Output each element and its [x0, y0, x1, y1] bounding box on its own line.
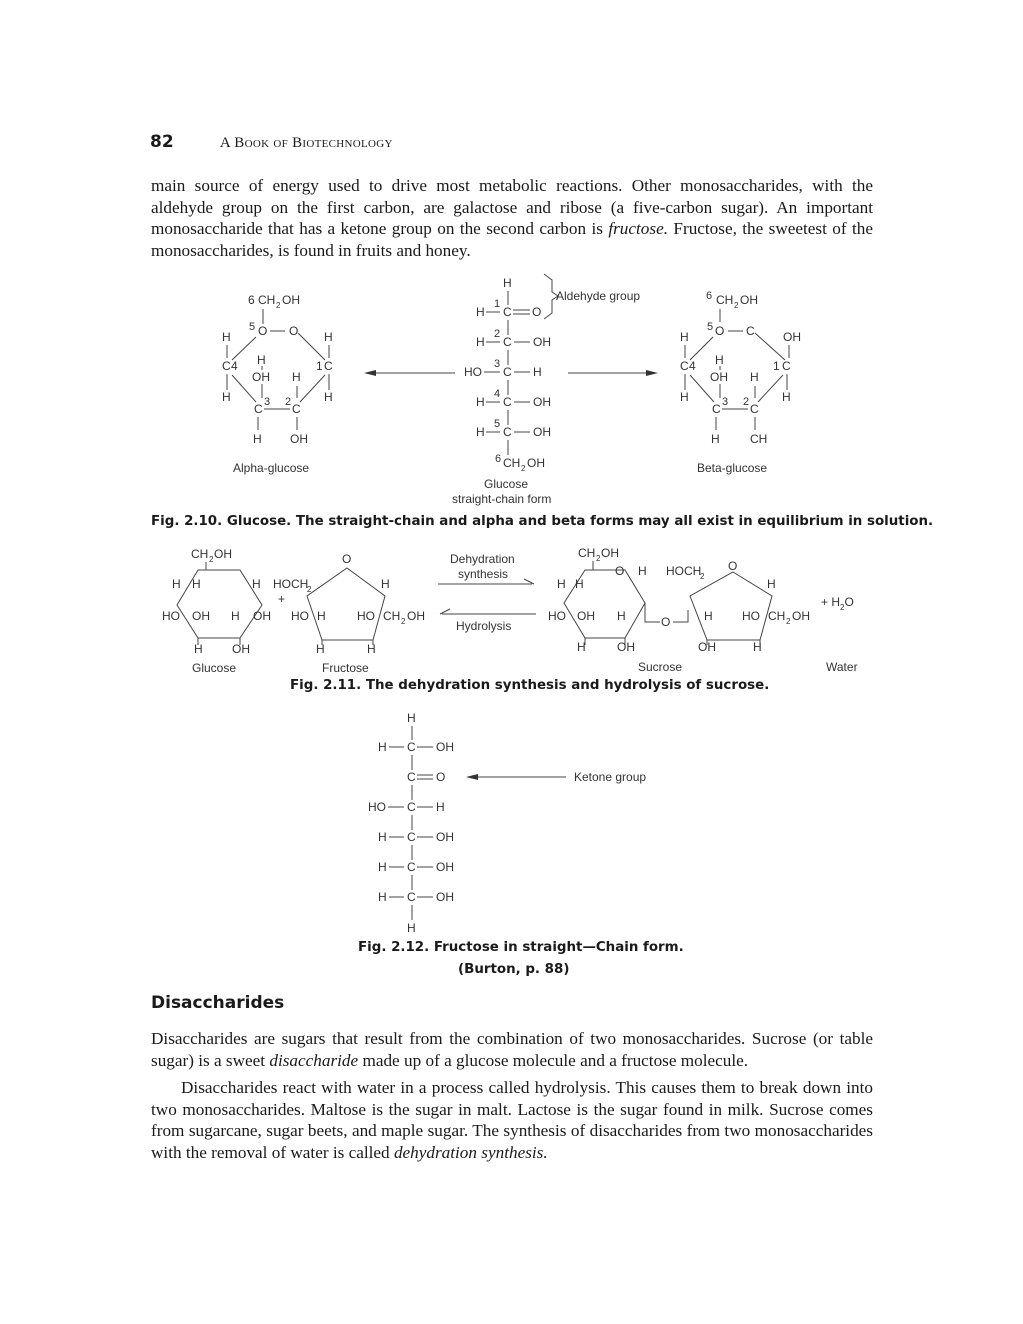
svg-text:2: 2: [521, 464, 526, 473]
fig-2-10-caption: Fig. 2.10. Glucose. The straight-chain and alpha and beta forms may all exist in equilibrium in solution.: [151, 514, 934, 529]
synthesis-label: synthesis: [458, 567, 509, 581]
svg-text:CH: CH: [716, 293, 734, 307]
svg-text:C: C: [503, 395, 512, 409]
fructose-label: Fructose: [322, 661, 369, 675]
svg-text:1: 1: [494, 298, 501, 310]
svg-text:H: H: [324, 330, 333, 344]
water-label: Water: [826, 660, 858, 674]
svg-text:H: H: [476, 335, 485, 349]
svg-text:CH: CH: [503, 456, 521, 470]
water-product: [821, 595, 858, 674]
intro-paragraph: [151, 175, 873, 261]
svg-text:O: O: [715, 324, 725, 338]
svg-text:C: C: [746, 324, 755, 338]
svg-text:H: H: [194, 642, 203, 656]
svg-text:HO: HO: [548, 609, 566, 623]
svg-text:2: 2: [596, 554, 601, 563]
fructose-straight-chain: [368, 711, 646, 935]
svg-text:C: C: [324, 359, 333, 373]
beta-glucose-structure: [680, 290, 801, 475]
glucose-label: Glucose: [484, 477, 529, 491]
svg-text:O: O: [615, 564, 625, 578]
dehydration-label: Dehydration: [450, 552, 515, 566]
svg-text:OH: OH: [577, 609, 595, 623]
svg-text:CH: CH: [768, 609, 786, 623]
alpha-glucose-label: Alpha-glucose: [233, 461, 310, 475]
disaccharides-paragraph-2: [151, 1077, 873, 1163]
page-number: 82: [150, 132, 174, 152]
svg-text:CH: CH: [383, 609, 401, 623]
svg-text:H: H: [436, 800, 445, 814]
svg-text:2: 2: [734, 301, 739, 310]
figure-2-11-sucrose: [0, 540, 1023, 680]
svg-text:O: O: [436, 770, 446, 784]
svg-text:OH: OH: [436, 890, 454, 904]
svg-text:HO: HO: [368, 800, 386, 814]
svg-text:C: C: [292, 402, 301, 416]
svg-text:HO: HO: [742, 609, 760, 623]
svg-text:OH: OH: [232, 642, 250, 656]
sucrose-label: Sucrose: [638, 660, 683, 674]
svg-text:O: O: [289, 324, 299, 338]
svg-text:H: H: [680, 330, 689, 344]
reaction-arrows: [438, 552, 536, 633]
straight-chain-label: straight-chain form: [452, 492, 552, 506]
svg-text:H: H: [192, 577, 201, 591]
svg-text:H: H: [316, 642, 325, 656]
svg-text:2: 2: [743, 396, 750, 408]
svg-text:OH: OH: [253, 609, 271, 623]
fig-2-11-caption: Fig. 2.11. The dehydration synthesis and hydrolysis of sucrose.: [290, 678, 770, 693]
svg-text:OH: OH: [533, 335, 551, 349]
svg-text:C: C: [503, 365, 512, 379]
svg-text:H: H: [222, 390, 231, 404]
svg-text:OH: OH: [192, 609, 210, 623]
svg-text:6: 6: [248, 293, 255, 307]
fig-2-12-citation: (Burton, p. 88): [458, 962, 570, 977]
hydrolysis-label: Hydrolysis: [456, 619, 512, 633]
svg-text:HO: HO: [291, 609, 309, 623]
svg-text:H: H: [253, 432, 262, 446]
svg-text:H: H: [292, 370, 301, 384]
para-text: Disaccharides are sugars that result from the combination of two monosaccharides. Sucrose (or table sugar) is a sweet: [151, 1029, 873, 1070]
svg-text:H: H: [577, 640, 586, 654]
svg-text:H: H: [324, 390, 333, 404]
svg-text:4: 4: [231, 359, 238, 373]
running-header: [150, 132, 393, 152]
svg-text:OH: OH: [527, 456, 545, 470]
figure-2-12-fructose: [0, 705, 1023, 935]
figure-2-10-glucose: [0, 270, 1023, 510]
svg-text:CH: CH: [258, 293, 276, 307]
svg-text:HO: HO: [162, 609, 180, 623]
italic-term: fructose.: [608, 219, 669, 239]
alpha-glucose-structure: [222, 293, 333, 475]
svg-text:C: C: [407, 800, 416, 814]
svg-text:C: C: [503, 305, 512, 319]
svg-text:C: C: [407, 740, 416, 754]
svg-text:OH: OH: [214, 547, 232, 561]
svg-text:H: H: [378, 740, 387, 754]
svg-text:OH: OH: [533, 395, 551, 409]
svg-text:C: C: [407, 830, 416, 844]
ketone-group-label: Ketone group: [574, 770, 647, 784]
svg-text:H: H: [252, 577, 261, 591]
svg-text:OH: OH: [436, 860, 454, 874]
disaccharides-paragraph-1: [151, 1028, 873, 1071]
svg-text:2: 2: [401, 617, 406, 626]
plus-sign: +: [278, 592, 286, 606]
svg-text:HOCH: HOCH: [666, 564, 702, 578]
svg-text:OH: OH: [698, 640, 716, 654]
svg-text:H: H: [257, 353, 266, 367]
svg-text:H: H: [231, 609, 240, 623]
svg-text:3: 3: [494, 358, 501, 370]
svg-text:C: C: [407, 890, 416, 904]
svg-text:C: C: [680, 359, 689, 373]
svg-text:O: O: [532, 305, 542, 319]
svg-text:H: H: [222, 330, 231, 344]
svg-text:2: 2: [494, 328, 501, 340]
svg-text:C: C: [503, 425, 512, 439]
para-text: Fructose, the sweetest of the monosaccharides, is found in fruits and honey.: [151, 219, 873, 260]
fructose-ring: [273, 552, 425, 675]
svg-text:HO: HO: [357, 609, 375, 623]
svg-text:OH: OH: [282, 293, 300, 307]
svg-text:H: H: [378, 890, 387, 904]
svg-text:OH: OH: [740, 293, 758, 307]
svg-text:C: C: [712, 402, 721, 416]
svg-text:5: 5: [494, 418, 501, 430]
svg-text:H: H: [711, 432, 720, 446]
svg-text:OH: OH: [252, 370, 270, 384]
svg-text:OH: OH: [436, 740, 454, 754]
svg-text:HOCH: HOCH: [273, 577, 309, 591]
svg-text:1: 1: [773, 359, 780, 373]
glucose-ring: [162, 547, 271, 675]
glucose-straight-chain: [452, 274, 640, 506]
svg-text:OH: OH: [601, 546, 619, 560]
svg-text:6: 6: [495, 453, 502, 465]
svg-text:H: H: [381, 577, 390, 591]
svg-text:2: 2: [307, 585, 312, 594]
para-text: Disaccharides react with water in a process called hydrolysis. This causes them to break down into two monosaccharides. Maltose is the sugar in malt. Lactose is the sugar found in milk. Sucrose comes from sugarcane, sugar beets, and maple sugar. The synthesis of disaccharides from two monosaccharides with the removal of water is called: [151, 1078, 873, 1162]
svg-text:H: H: [317, 609, 326, 623]
svg-text:OH: OH: [436, 830, 454, 844]
svg-text:5: 5: [707, 321, 714, 333]
svg-text:CH: CH: [578, 546, 596, 560]
svg-text:H: H: [704, 609, 713, 623]
svg-text:CH: CH: [191, 547, 209, 561]
svg-text:C: C: [407, 770, 416, 784]
para-text: made up of a glucose molecule and a fructose molecule.: [358, 1050, 749, 1070]
svg-text:C: C: [750, 402, 759, 416]
svg-text:2: 2: [285, 396, 292, 408]
svg-text:OH: OH: [617, 640, 635, 654]
svg-text:1: 1: [316, 359, 323, 373]
svg-text:H: H: [638, 564, 647, 578]
svg-text:3: 3: [264, 396, 271, 408]
svg-text:H: H: [172, 577, 181, 591]
svg-text:C: C: [407, 860, 416, 874]
fig-2-12-caption: Fig. 2.12. Fructose in straight—Chain form.: [358, 940, 684, 955]
italic-term: disaccharide: [269, 1050, 359, 1070]
svg-text:C: C: [782, 359, 791, 373]
svg-text:H: H: [617, 609, 626, 623]
svg-text:H: H: [557, 577, 566, 591]
svg-text:OH: OH: [710, 370, 728, 384]
svg-text:H: H: [476, 305, 485, 319]
beta-glucose-label: Beta-glucose: [697, 461, 768, 475]
book-title: A Book of Biotechnology: [219, 135, 393, 151]
svg-text:H: H: [750, 370, 759, 384]
svg-text:4: 4: [494, 388, 501, 400]
svg-text:H: H: [407, 921, 416, 935]
svg-text:H: H: [476, 425, 485, 439]
aldehyde-group-label: Aldehyde group: [556, 289, 641, 303]
svg-text:H: H: [715, 353, 724, 367]
svg-text:H: H: [476, 395, 485, 409]
svg-text:C: C: [503, 335, 512, 349]
svg-text:H: H: [533, 365, 542, 379]
svg-text:2: 2: [700, 572, 705, 581]
svg-text:2: 2: [209, 555, 214, 564]
svg-text:H: H: [767, 577, 776, 591]
svg-text:O: O: [728, 559, 738, 573]
italic-term: dehydration synthesis.: [393, 1142, 548, 1162]
svg-text:OH: OH: [533, 425, 551, 439]
svg-text:5: 5: [249, 321, 256, 333]
svg-text:OH: OH: [792, 609, 810, 623]
svg-text:H: H: [378, 860, 387, 874]
svg-text:H: H: [680, 390, 689, 404]
svg-text:2: 2: [786, 617, 791, 626]
svg-text:4: 4: [689, 359, 696, 373]
svg-text:H: H: [407, 711, 416, 725]
svg-text:3: 3: [722, 396, 729, 408]
svg-text:OH: OH: [783, 330, 801, 344]
glucose-label: Glucose: [192, 661, 237, 675]
svg-text:O: O: [661, 615, 671, 629]
svg-text:OH: OH: [290, 432, 308, 446]
svg-text:C: C: [222, 359, 231, 373]
svg-text:CH: CH: [750, 432, 768, 446]
svg-text:H: H: [367, 642, 376, 656]
para-text: main source of energy used to drive most metabolic reactions. Other monosaccharides, with the aldehyde group on the first carbon, are galactose and ribose (a five-carbon sugar). An important monosaccharide that has a ketone group on the second carbon is: [151, 176, 873, 239]
svg-text:H: H: [753, 640, 762, 654]
svg-text:2: 2: [276, 301, 281, 310]
svg-text:H: H: [782, 390, 791, 404]
svg-text:+ H2O: + $H_2O$: [821, 595, 854, 612]
svg-text:OH: OH: [407, 609, 425, 623]
section-heading-disaccharides: Disaccharides: [151, 993, 285, 1013]
sucrose-structure: [548, 546, 810, 674]
svg-text:H: H: [575, 577, 584, 591]
svg-text:H: H: [503, 276, 512, 290]
svg-text:O: O: [258, 324, 268, 338]
svg-text:C: C: [254, 402, 263, 416]
svg-text:6: 6: [706, 290, 713, 302]
svg-text:O: O: [342, 552, 352, 566]
svg-text:H: H: [378, 830, 387, 844]
svg-text:HO: HO: [464, 365, 482, 379]
